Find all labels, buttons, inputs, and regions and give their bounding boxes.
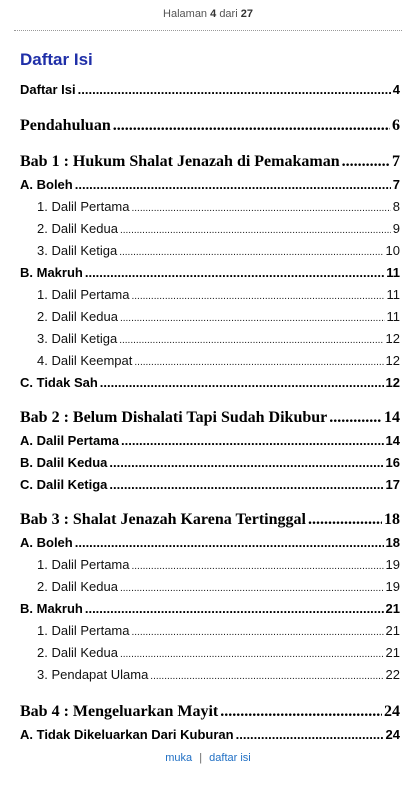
toc-entry-label: 2. Dalil Kedua (37, 645, 118, 660)
toc-entry-page-number: 21 (385, 601, 400, 616)
toc-entry[interactable] (20, 117, 400, 135)
toc-entry[interactable] (20, 433, 400, 448)
toc-entry-page-number: 8 (392, 199, 400, 214)
toc-entry-label: 1. Dalil Pertama (37, 199, 130, 214)
header-current-page: 4 (210, 8, 217, 20)
toc-entry-page-number: 7 (392, 153, 400, 170)
dot-leader (119, 243, 383, 258)
toc-entry-page-number: 4 (392, 82, 400, 97)
toc-entry[interactable] (20, 455, 400, 470)
toc-entry-label: A. Boleh (20, 177, 73, 192)
dot-leader (131, 623, 383, 638)
toc-entry-label: Pendahuluan (20, 117, 111, 134)
toc-entry[interactable] (20, 309, 400, 324)
toc-entry-page-number: 21 (385, 623, 400, 638)
toc-entry-label: 1. Dalil Pertama (37, 287, 130, 302)
toc-entry-page-number: 19 (385, 557, 400, 572)
toc-entry-label: 1. Dalil Pertama (37, 623, 130, 638)
toc-entry-page-number: 12 (385, 375, 400, 390)
toc-entry-label: 3. Dalil Ketiga (37, 243, 118, 258)
toc-entry-label: 4. Dalil Keempat (37, 353, 133, 368)
dot-leader (78, 82, 391, 97)
toc-entry-label: 2. Dalil Kedua (37, 579, 118, 594)
toc-entry[interactable] (20, 727, 400, 742)
toc-entry[interactable] (20, 511, 400, 529)
toc-entry-page-number: 18 (384, 511, 400, 528)
dot-leader (109, 455, 383, 470)
page-footer (0, 752, 416, 764)
toc-entry-page-number: 11 (386, 265, 400, 280)
toc-entry-label: C. Dalil Ketiga (20, 477, 108, 492)
header-middle: dari (219, 8, 238, 20)
toc-entry-page-number: 24 (384, 703, 400, 720)
toc-entry-label: Bab 1 : Hukum Shalat Jenazah di Pemakaman (20, 153, 340, 170)
toc-entry[interactable] (20, 557, 400, 572)
dot-leader (119, 331, 383, 346)
toc-entry-label: Bab 4 : Mengeluarkan Mayit (20, 703, 219, 720)
dot-leader (75, 535, 384, 550)
dot-leader (120, 645, 384, 660)
toc-entry-page-number: 14 (384, 409, 400, 426)
dot-leader (113, 117, 390, 135)
page-header (0, 8, 416, 20)
toc-entry-label: A. Boleh (20, 535, 73, 550)
dot-leader (131, 557, 383, 572)
page-title: Daftar Isi (20, 50, 93, 69)
toc-entry-label: 1. Dalil Pertama (37, 557, 130, 572)
toc-entry[interactable] (20, 667, 400, 682)
dot-leader (134, 353, 383, 368)
dot-leader (75, 177, 391, 192)
toc-entry-label: 3. Pendapat Ulama (37, 667, 149, 682)
toc-entry[interactable] (20, 153, 400, 171)
toc-entry[interactable] (20, 645, 400, 660)
toc-entry-page-number: 18 (385, 535, 400, 550)
dot-leader (120, 309, 385, 324)
dot-leader (100, 375, 384, 390)
dot-leader (329, 409, 382, 427)
toc-entry-label: B. Dalil Kedua (20, 455, 108, 470)
toc-entry-page-number: 12 (385, 331, 400, 346)
toc-entry[interactable] (20, 331, 400, 346)
toc-entry-label: Daftar Isi (20, 82, 76, 97)
toc-entry-label: 2. Dalil Kedua (37, 309, 118, 324)
toc-entry-page-number: 14 (385, 433, 400, 448)
toc-entry-page-number: 10 (385, 243, 400, 258)
toc-entry[interactable] (20, 177, 400, 192)
dot-leader (85, 265, 384, 280)
toc-entry-label: Bab 2 : Belum Dishalati Tapi Sudah Dikubur (20, 409, 328, 426)
dot-leader (150, 667, 383, 682)
toc-entry[interactable] (20, 221, 400, 236)
toc-entry[interactable] (20, 601, 400, 616)
toc-entry-page-number: 7 (392, 177, 400, 192)
dot-leader (131, 287, 384, 302)
toc-entry-page-number: 24 (385, 727, 400, 742)
dot-leader (342, 153, 390, 171)
toc-entry[interactable] (20, 265, 400, 280)
toc-entry-page-number: 16 (385, 455, 400, 470)
toc-entry-label: A. Dalil Pertama (20, 433, 119, 448)
toc-entry[interactable] (20, 287, 400, 302)
toc-entry[interactable] (20, 243, 400, 258)
header-prefix: Halaman (163, 8, 208, 20)
dot-leader (120, 579, 384, 594)
toc-entry-page-number: 6 (392, 117, 400, 134)
toc-entry-page-number: 17 (385, 477, 400, 492)
dot-leader (131, 199, 390, 214)
toc-entry[interactable] (20, 409, 400, 427)
dot-leader (120, 221, 391, 236)
toc-entry-page-number: 12 (385, 353, 400, 368)
footer-link-daftar-isi[interactable]: daftar isi (209, 752, 251, 764)
toc-entry-page-number: 21 (385, 645, 400, 660)
toc-entry-page-number: 11 (386, 287, 400, 302)
toc-entry[interactable] (20, 353, 400, 368)
toc-entry-page-number: 19 (385, 579, 400, 594)
toc-entry-label: C. Tidak Sah (20, 375, 98, 390)
toc-entry-page-number: 22 (385, 667, 400, 682)
dot-leader (236, 727, 384, 742)
toc-entry[interactable] (20, 535, 400, 550)
toc-entry[interactable] (20, 579, 400, 594)
dot-leader (85, 601, 384, 616)
toc-entry[interactable] (20, 199, 400, 214)
toc-entry-label: A. Tidak Dikeluarkan Dari Kuburan (20, 727, 234, 742)
toc-entry[interactable] (20, 477, 400, 492)
dot-leader (220, 703, 382, 721)
dot-leader (308, 511, 382, 529)
footer-link-muka[interactable]: muka (165, 752, 193, 764)
toc-entry-label: B. Makruh (20, 265, 83, 280)
dot-leader (109, 477, 383, 492)
toc-entry[interactable] (20, 375, 400, 390)
toc-entry-label: Bab 3 : Shalat Jenazah Karena Tertinggal (20, 511, 306, 528)
footer-separator: | (199, 752, 203, 764)
toc-entry-label: 2. Dalil Kedua (37, 221, 118, 236)
header-total-pages: 27 (240, 8, 253, 20)
dot-leader (121, 433, 384, 448)
toc-entry-page-number: 11 (386, 309, 400, 324)
toc-entry-label: 3. Dalil Ketiga (37, 331, 118, 346)
toc-entry-page-number: 9 (392, 221, 400, 236)
toc-entry-label: B. Makruh (20, 601, 83, 616)
toc-entry[interactable] (20, 623, 400, 638)
toc-entry[interactable] (20, 82, 400, 97)
toc-entry[interactable] (20, 703, 400, 721)
header-divider (14, 30, 402, 31)
